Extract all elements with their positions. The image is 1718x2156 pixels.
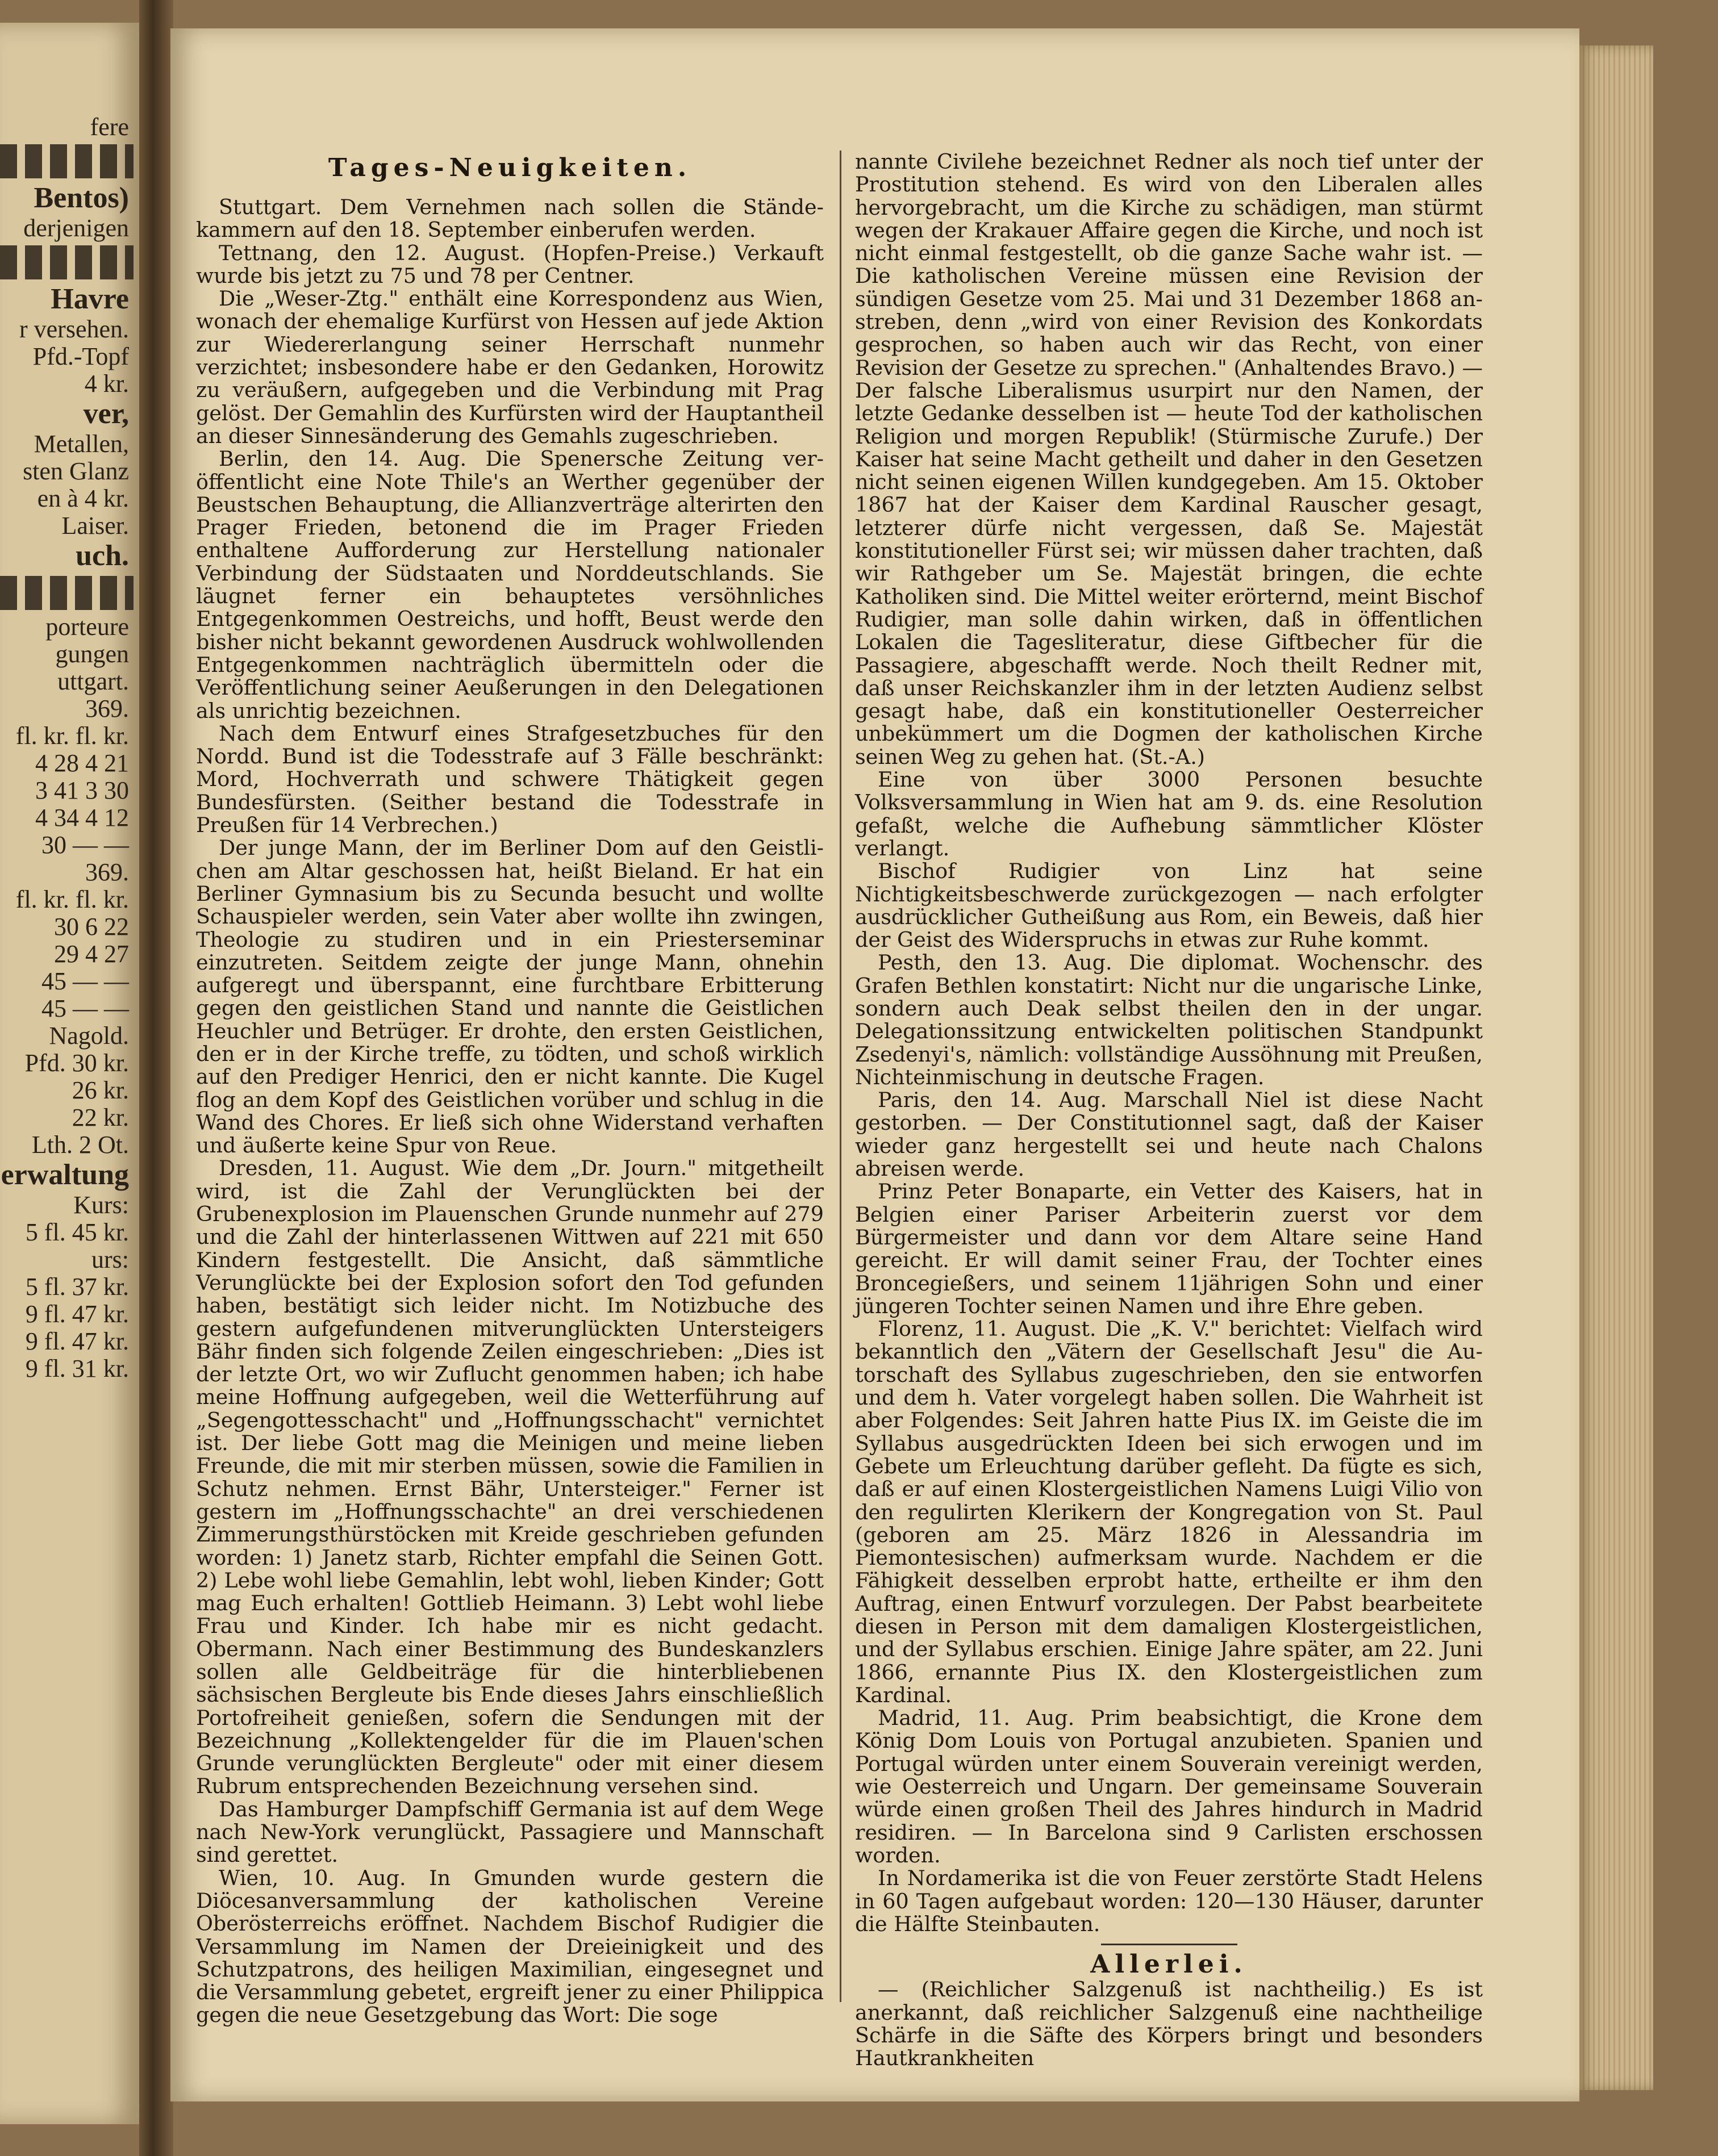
left-page-line: ver, (83, 398, 129, 430)
left-page-line: fl. kr. fl. kr. (15, 886, 129, 913)
left-page-line: 5 fl. 45 kr. (25, 1219, 129, 1246)
news-paragraph: Wien, 10. Aug. In Gmunden wurde gestern die Diöcesanversammlung der katholischen Vereine Oberösterreichs eröffnet. Nachdem Bischof Rudigier die Versammlung im Namen der Dreieinigkeit und des Schutzpatrons, des heiligen Maximilian, eingesegnet und die Versammlung gebetet, ergreift jener zu einer Philippica gegen die neue Gesetzgebung das Wort: Die soge (196, 1865, 824, 2028)
left-page-line: urs: (91, 1246, 129, 1273)
left-page-line: Pfd.-Topf (32, 343, 129, 370)
left-page-line: Laiser. (61, 512, 129, 540)
left-page-line: 45 — — (41, 968, 129, 995)
section-heading: Tages-Neuigkeiten. (328, 153, 692, 182)
news-paragraph: Prinz Peter Bonaparte, ein Vetter des Kaisers, hat in Belgien einer Pariser Arbeiterin zuerst vor dem Bürgermeister und dann vor dem Altare seine Hand gereicht. Er will damit seiner Frau, der Tochter eines Broncegießers, und seinem 11jährigen Sohn und einer jüngeren Tochter seinen Namen und ihre Ehre geben. (855, 1179, 1483, 1318)
news-paragraph: Bischof Rudigier von Linz hat seine Nichtigkeitsbeschwerde zurückgezogen — nach erfolgter ausdrücklicher Gutheißung aus Rom, ein Beweis, daß hier der Geist des Widerspruchs in etwas zur Ruhe kommt. (855, 859, 1483, 952)
left-page-line: en à 4 kr. (37, 485, 129, 512)
left-page-line: derjenigen (23, 215, 129, 242)
news-column-1 (196, 196, 824, 2027)
news-column-2 (855, 151, 1483, 2070)
news-paragraph: Paris, den 14. Aug. Marschall Niel ist diese Nacht gestorben. — Der Constitutionnel sagt, daß der Kaiser wieder ganz hergestellt sei und heute nach Chalons abreisen werde. (855, 1088, 1483, 1181)
left-page-line: sten Glanz (23, 458, 129, 485)
news-paragraph: nannte Civilehe bezeichnet Redner als noch tief unter der Prostitution stehend. Es wird von den Liberalen alles hervorgebracht, um die Kirche zu schädigen, man stürmt wegen der Krakauer Affaire gegen die Kirche, und noch ist nicht einmal festgestellt, ob die ganze Sache wahr ist. — Die katholischen Vereine müssen eine Revision der sündigen Gesetze vom 25. Mai und 31 Dezember 1868 anstreben, denn „wird von einer Revision des Konkordats gesprochen, so haben auch wir das Recht, von einer Revision der Gesetze zu sprechen." (Anhaltendes Bravo.) — Der falsche Liberalismus usurpirt nur den Namen, der letzte Gedanke desselben ist — heute Tod der katholischen Religion und morgen Republik! (Stürmische Zurufe.) Der Kaiser hat seine Macht getheilt und daher in den Gesetzen nicht seinen eigenen Willen kundgegeben. Am 15. Oktober 1867 hat der Kaiser dem Kardinal Rauscher gesagt, letzterer dürfe nicht vergessen, daß Se. Majestät konstitutioneller Fürst sei; wir müssen daher trachten, daß wir Rathgeber um Se. Majestät bringen, die echte Katholiken sind. Die Mittel weiter erörternd, meint Bischof Rudigier, man solle dahin wirken, daß in öffentlichen Lokalen die Tagesliteratur, diese Giftbecher für die Passagiere, abgeschafft werde. Noch theilt Redner mit, daß unser Reichskanzler ihm in der letzten Audienz selbst gesagt habe, daß ein konstitutioneller Oesterreicher unbekümmert um die Dogmen der katholischen Kirche seinen Weg zu gehen hat. (St.-A.) (855, 149, 1483, 769)
allerlei-paragraph: — (Reichlicher Salzgenuß ist nachtheilig.) Es ist anerkannt, daß reichlicher Salzgenuß eine nachtheilige Schärfe in die Säfte des Körpers bringt und besonders Hautkrankheiten (855, 1977, 1483, 2071)
news-paragraph: Der junge Mann, der im Berliner Dom auf den Geistlichen am Altar geschossen hat, heißt Bieland. Er hat ein Berliner Gymnasium bis zu Secunda besucht und wollte Schauspieler werden, sein Vater aber wollte ihn zwingen, Theologie zu studiren und in ein Priesterseminar einzutreten. Seitdem zeigte der junge Mann, ohnehin aufgeregt und überspannt, eine furchtbare Erbitterung gegen den geistlichen Stand und nannte die Geistlichen Heuchler und Betrüger. Er drohte, den ersten Geistlichen, den er in der Kirche treffe, zu tödten, und schoß wirklich auf den Prediger Henrici, den er nicht kannte. Die Kugel flog an dem Kopf des Geistlichen vorüber und schlug in die Wand des Chores. Er ließ sich ohne Widerstand verhaften und äußerte keine Spur von Reue. (196, 835, 824, 1158)
book-gutter (139, 0, 173, 2156)
left-page-line: Havre (51, 283, 129, 315)
news-paragraph: Stuttgart. Dem Vernehmen nach sollen die Ständekammern auf den 18. September einberufen werden. (196, 195, 824, 243)
left-page-line: 26 kr. (72, 1077, 129, 1104)
news-paragraph: Nach dem Entwurf eines Strafgesetzbuches für den Nordd. Bund ist die Todesstrafe auf 3 Fälle beschränkt: Mord, Hochverrath und schwere Thätigkeit gegen Bundesfürsten. (Seither bestand die Todesstrafe in Preußen für 14 Verbrechen.) (196, 721, 824, 838)
left-page-line: 45 — — (41, 995, 129, 1022)
left-page-line: 9 fl. 47 kr. (25, 1301, 129, 1328)
left-page-line: uttgart. (57, 668, 129, 695)
left-page-line: Bentos) (34, 182, 129, 214)
ornament-border (0, 245, 134, 279)
left-page-line: r versehen. (19, 316, 129, 343)
left-page (0, 23, 139, 2124)
left-page-line: fere (90, 114, 129, 141)
left-page-line: uch. (76, 540, 129, 572)
left-page-line: Metallen, (34, 431, 129, 458)
news-paragraph: Tettnang, den 12. August. (Hopfen-Preise.) Verkauft wurde bis jetzt zu 75 und 78 per Centner. (196, 240, 824, 288)
left-page-line: 369. (85, 859, 129, 886)
left-page-line: gungen (55, 641, 129, 668)
left-page-line: Lth. 2 Ot. (31, 1131, 129, 1159)
left-page-line: erwaltung (1, 1159, 129, 1191)
news-paragraph: Madrid, 11. Aug. Prim beabsichtigt, die Krone dem König Dom Louis von Portugal anzubieten. Spanien und Portugal würden unter einem Souverain vereinigt werden, wie Oesterreich und Ungarn. Der gemeinsame Souverain würde einen großen Theil des Jahres hindurch in Madrid residiren. — In Barcelona sind 9 Carlisten erschossen worden. (855, 1706, 1483, 1867)
left-page-line: 4 34 4 12 (35, 804, 129, 832)
left-page-column (0, 114, 134, 1382)
news-paragraph: In Nordamerika ist die von Feuer zerstörte Stadt Helens in 60 Tagen aufgebaut worden: 120—130 Häuser, darunter die Hälfte Steinbauten. (855, 1866, 1483, 1936)
ornament-border (0, 576, 134, 610)
left-page-line: 30 6 22 (54, 913, 129, 941)
left-page-line: 5 fl. 37 kr. (25, 1273, 129, 1301)
page-edges (1579, 45, 1653, 2090)
ornament-border (0, 144, 134, 178)
news-paragraph: Dresden, 11. August. Wie dem „Dr. Journ." mitgetheilt wird, ist die Zahl der Verunglückten bei der Grubenexplosion im Plauenschen Grunde nunmehr auf 279 und die Zahl der hinterlassenen Wittwen auf 221 mit 650 Kindern festgestellt. Die Ansicht, daß sämmtliche Verunglückte bei der Explosion sofort den Tod gefunden haben, bestätigt sich leider nicht. Im Notizbuche des gestern aufgefundenen mitverunglückten Untersteigers Bähr finden sich folgende Zeilen eingeschrieben: „Dies ist der letzte Ort, wo wir Zuflucht genommen haben; ich habe meine Hoffnung aufgegeben, weil die Wetterführung auf „Segengottesschacht" und „Hoffnungsschacht" vernichtet ist. Der liebe Gott mag die Meinigen und meine lieben Freunde, die mit mir sterben müssen, sowie die Familien in Schutz nehmen. Ernst Bähr, Untersteiger." Ferner ist gestern im „Hoffnungsschachte" an drei verschiedenen Zimmerungsthürstöcken mit Kreide geschrieben gefunden worden: 1) Janetz starb, Richter empfahl die Seinen Gott. 2) Lebe wohl liebe Gemahlin, lebt wohl, lieben Kinder; Gott mag Euch erhalten! Gottlieb Heimann. 3) Lebt wohl liebe Frau und Kinder. Ich habe mir es nicht gedacht. Obermann. Nach einer Bestimmung des Bundeskanzlers sollen alle Geldbeiträge für die hinterbliebenen sächsischen Bergleute bis Ende dieses Jahrs einschließlich Portofreiheit genießen, sofern die Sendungen mit der Bezeichnung „Kollektengelder für die im Plauen'schen Grunde verunglückten Bergleute" oder mit einer diesem Rubrum entsprechenden Bezeichnung versehen sind. (196, 1156, 824, 1799)
section-rule (1101, 1944, 1237, 1945)
left-page-line: 3 41 3 30 (35, 777, 129, 804)
news-paragraph: Pesth, den 13. Aug. Die diplomat. Wochenschr. des Grafen Bethlen konstatirt: Nicht nur die ungarische Linke, sondern auch Deak selbst theilen den in der ungar. Delegationssitzung entwickelten politischen Standpunkt Zsedenyi's, nämlich: vollständige Aussöhnung mit Preußen, Nichteinmischung in deutsche Fragen. (855, 950, 1483, 1089)
left-page-line: fl. kr. fl. kr. (15, 722, 129, 750)
left-page-line: 29 4 27 (54, 941, 129, 968)
left-page-line: 369. (85, 695, 129, 722)
left-page-line: porteure (45, 613, 129, 641)
news-paragraph: Das Hamburger Dampfschiff Germania ist auf dem Wege nach New-York verunglückt, Passagiere und Mannschaft sind gerettet. (196, 1796, 824, 1867)
news-paragraph: Florenz, 11. August. Die „K. V." berichtet: Vielfach wird bekanntlich den „Vätern der Gesellschaft Jesu" die Autorschaft des Syllabus zugeschrieben, den sie entworfen und dem h. Vater vorgelegt haben sollen. Die Wahrheit ist aber Folgendes: Seit Jahren hatte Pius IX. im Geiste die im Syllabus ausgedrückten Ideen bei sich erwogen und im Gebete um Erleuchtung darüber gefleht. Da fügte es sich, daß er auf einen Klostergeistlichen Namens Luigi Vilio von den regulirten Klerikern der Kongregation von St. Paul (geboren am 25. März 1826 in Alessandria im Piemontesischen) aufmerksam wurde. Nachdem er die Fähigkeit desselben erprobt hatte, ertheilte er ihm den Auftrag, einen Entwurf vorzulegen. Der Pabst bearbeitete diesen in Person mit dem damaligen Klostergeistlichen, und der Syllabus erschien. Einige Jahre später, am 22. Juni 1866, ernannte Pius IX. den Klostergeistlichen zum Kardinal. (855, 1317, 1483, 1707)
left-page-line: Nagold. (49, 1022, 129, 1050)
left-page-line: 4 28 4 21 (35, 750, 129, 777)
left-page-line: Kurs: (73, 1192, 129, 1219)
left-page-line: 22 kr. (72, 1104, 129, 1131)
left-page-line: 9 fl. 47 kr. (25, 1328, 129, 1355)
news-paragraph: Berlin, den 14. Aug. Die Spenersche Zeitung veröffentlicht eine Note Thile's an Werther gegenüber der Beustschen Behauptung, die Allianzverträge alterirten den Prager Frieden, betonend die im Prager Frieden enthaltene Aufforderung zur Herstellung nationaler Verbindung der Südstaaten und Norddeutschlands. Sie läugnet ferner ein behauptetes versöhnliches Entgegenkommen Oestreichs, und hofft, Beust werde den bisher nicht bekannt gewordenen Ausdruck wohlwollenden Entgegenkommen nachträglich übermitteln oder die Veröffentlichung seiner Aeußerungen in den Delegationen als unrichtig bezeichnen. (196, 446, 824, 723)
column-divider (840, 151, 841, 2002)
allerlei-heading: Allerlei. (1090, 1950, 1248, 1979)
left-page-line: 30 — — (41, 832, 129, 859)
left-page-line: 9 fl. 31 kr. (25, 1355, 129, 1382)
left-page-line: 4 kr. (84, 370, 129, 398)
left-page-line: Pfd. 30 kr. (24, 1050, 129, 1077)
news-paragraph: Eine von über 3000 Personen besuchte Volksversammlung in Wien hat am 9. ds. eine Resolution gefaßt, welche die Aufhebung sämmtlicher Klöster verlangt. (855, 767, 1483, 860)
news-paragraph: Die „Weser-Ztg." enthält eine Korrespondenz aus Wien, wonach der ehemalige Kurfürst von Hessen auf jede Aktion zur Wiedererlangung seiner Herrschaft nunmehr verzichtet; insbesondere habe er den Gedanken, Horowitz zu veräußern, aufgegeben und die Verbindung mit Prag gelöst. Der Gemahlin des Kurfürsten wird der Hauptantheil an dieser Sinnesänderung des Gemahls zugeschrieben. (196, 286, 824, 448)
